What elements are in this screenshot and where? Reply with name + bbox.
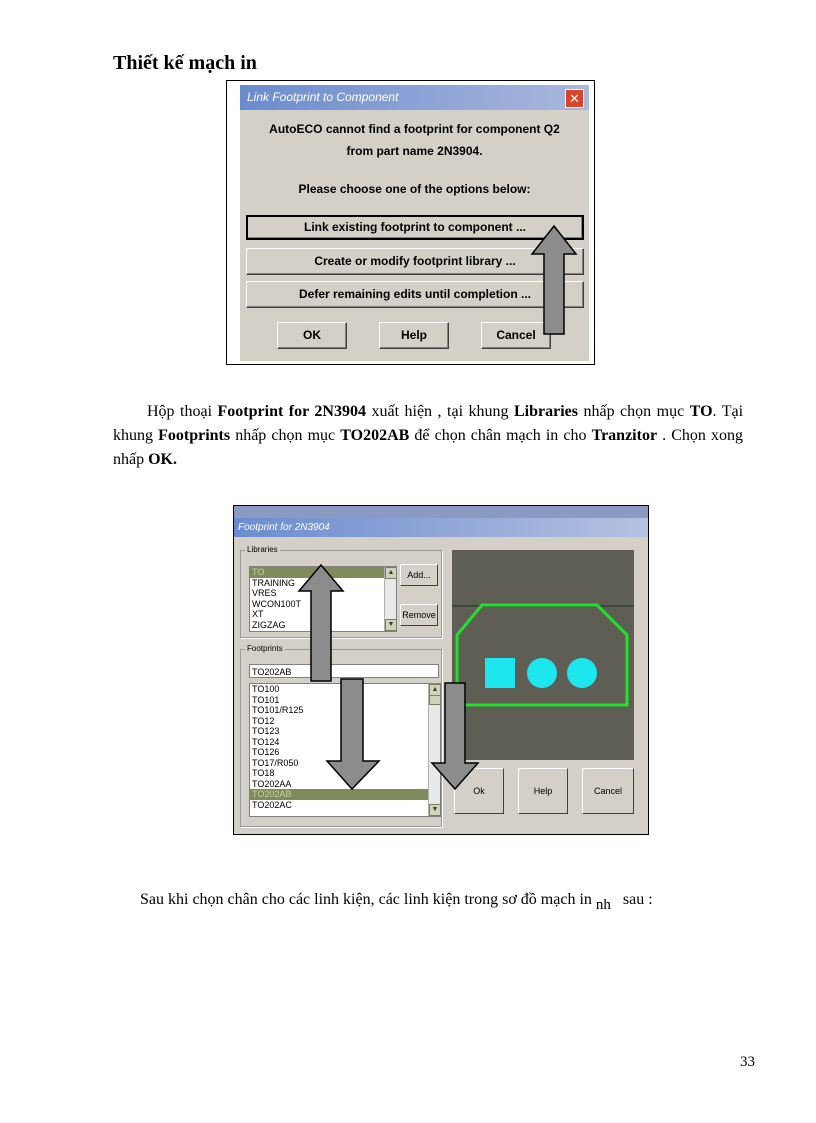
footprint-outline	[457, 605, 627, 705]
ok-button[interactable]: Ok	[454, 768, 504, 814]
libraries-item[interactable]: VRES	[252, 588, 277, 598]
footprints-item[interactable]: TO12	[252, 715, 275, 726]
round-pad-3	[567, 658, 597, 688]
scroll-up-icon[interactable]: ▲	[385, 567, 397, 579]
help-button[interactable]: Help	[379, 322, 449, 349]
para1-to202ab: TO202AB	[340, 427, 410, 444]
footprints-label: Footprints	[247, 644, 283, 653]
footprints-item[interactable]: TO17/R050	[252, 757, 299, 768]
footprints-item[interactable]: TO202AB	[250, 789, 440, 800]
libraries-item[interactable]: TRAINING	[252, 577, 296, 588]
footprints-item[interactable]: TO202AC	[252, 799, 292, 810]
scroll-down-icon[interactable]: ▼	[429, 804, 441, 816]
footprints-item[interactable]: TO123	[252, 726, 280, 736]
libraries-item[interactable]: TO	[250, 567, 396, 578]
ok-button[interactable]: OK	[277, 322, 347, 349]
link-footprint-dialog-screenshot	[226, 80, 595, 365]
para2-subscript: nh	[595, 897, 611, 913]
remove-library-button[interactable]: Remove	[400, 604, 438, 626]
up-arrow-icon	[297, 563, 345, 683]
para1-tranzitor: Tranzitor	[591, 427, 658, 444]
para2-text-1: Sau khi chọn chân cho các linh kiện, các linh kiện trong sơ đồ mạch in	[140, 891, 596, 908]
page-heading: Thiết kế mạch in	[113, 52, 257, 74]
para1-to: TO	[689, 403, 713, 420]
footprints-item[interactable]: TO126	[252, 747, 280, 757]
square-pad	[485, 658, 515, 688]
dialog-titlebar	[234, 518, 649, 537]
footprints-item[interactable]: TO101	[252, 694, 280, 705]
cancel-button[interactable]: Cancel	[481, 322, 551, 349]
libraries-scrollbar[interactable]	[384, 567, 396, 631]
dialog-titlebar	[240, 85, 589, 110]
para1-text-1: Hộp thoại	[147, 403, 218, 420]
footprints-item[interactable]: TO101/R125	[252, 705, 304, 715]
para1-text-6: để chọn chân mạch in cho	[409, 427, 592, 444]
para1-text-5: nhấp chọn mục	[230, 427, 341, 444]
para1-dialog-name: Footprint for 2N3904	[217, 403, 366, 420]
close-icon[interactable]: ✕	[565, 89, 584, 108]
options-prompt: Please choose one of the options below:	[298, 182, 531, 196]
para1-ok: OK.	[148, 451, 177, 468]
libraries-item[interactable]: XT	[252, 609, 264, 619]
create-modify-library-button[interactable]: Create or modify footprint library ...	[246, 248, 584, 275]
libraries-label: Libraries	[247, 545, 278, 554]
footprints-item[interactable]: TO202AA	[252, 778, 292, 789]
instruction-paragraph	[113, 400, 743, 472]
page-number: 33	[740, 1054, 755, 1070]
footprints-item[interactable]: TO124	[252, 736, 280, 747]
scroll-down-icon[interactable]: ▼	[385, 619, 397, 631]
para1-text-7: . Chọn xong nhấp	[113, 427, 744, 468]
message-line-2: from part name 2N3904.	[346, 144, 483, 158]
closing-paragraph	[140, 888, 760, 917]
footprint-dialog-screenshot	[233, 505, 649, 835]
para1-libraries: Libraries	[513, 403, 578, 420]
link-footprint-dialog	[240, 85, 589, 361]
add-library-button[interactable]: Add...	[400, 564, 438, 586]
para1-footprints: Footprints	[158, 427, 231, 444]
footprints-item[interactable]: TO100	[252, 684, 280, 694]
libraries-item[interactable]: ZIGZAG	[252, 619, 286, 630]
cancel-button[interactable]: Cancel	[582, 768, 634, 814]
dialog-title: Footprint for 2N3904	[238, 522, 330, 533]
para1-text-3: nhấp chọn mục	[577, 403, 690, 420]
down-arrow-icon	[325, 677, 381, 791]
libraries-item[interactable]: WCON100T	[252, 598, 302, 609]
round-pad-2	[527, 658, 557, 688]
para2-text-2: sau :	[610, 891, 653, 908]
message-line-1: AutoECO cannot find a footprint for component Q2	[269, 122, 560, 136]
down-arrow-icon	[430, 681, 480, 791]
link-existing-footprint-button[interactable]: Link existing footprint to component ...	[246, 215, 584, 240]
footprint-search-input[interactable]: TO202AB	[249, 664, 439, 678]
defer-edits-button[interactable]: Defer remaining edits until completion ...	[246, 281, 584, 308]
scroll-up-icon[interactable]: ▲	[429, 684, 441, 696]
dialog-title: Link Footprint to Component	[247, 90, 399, 104]
para1-text-4: . Tại khung	[113, 403, 744, 444]
up-arrow-icon	[530, 224, 578, 336]
para1-text-2: xuất hiện , tại khung	[365, 403, 514, 420]
footprints-item[interactable]: TO18	[252, 768, 275, 778]
help-button[interactable]: Help	[518, 768, 568, 814]
window-top-strip	[234, 506, 648, 518]
